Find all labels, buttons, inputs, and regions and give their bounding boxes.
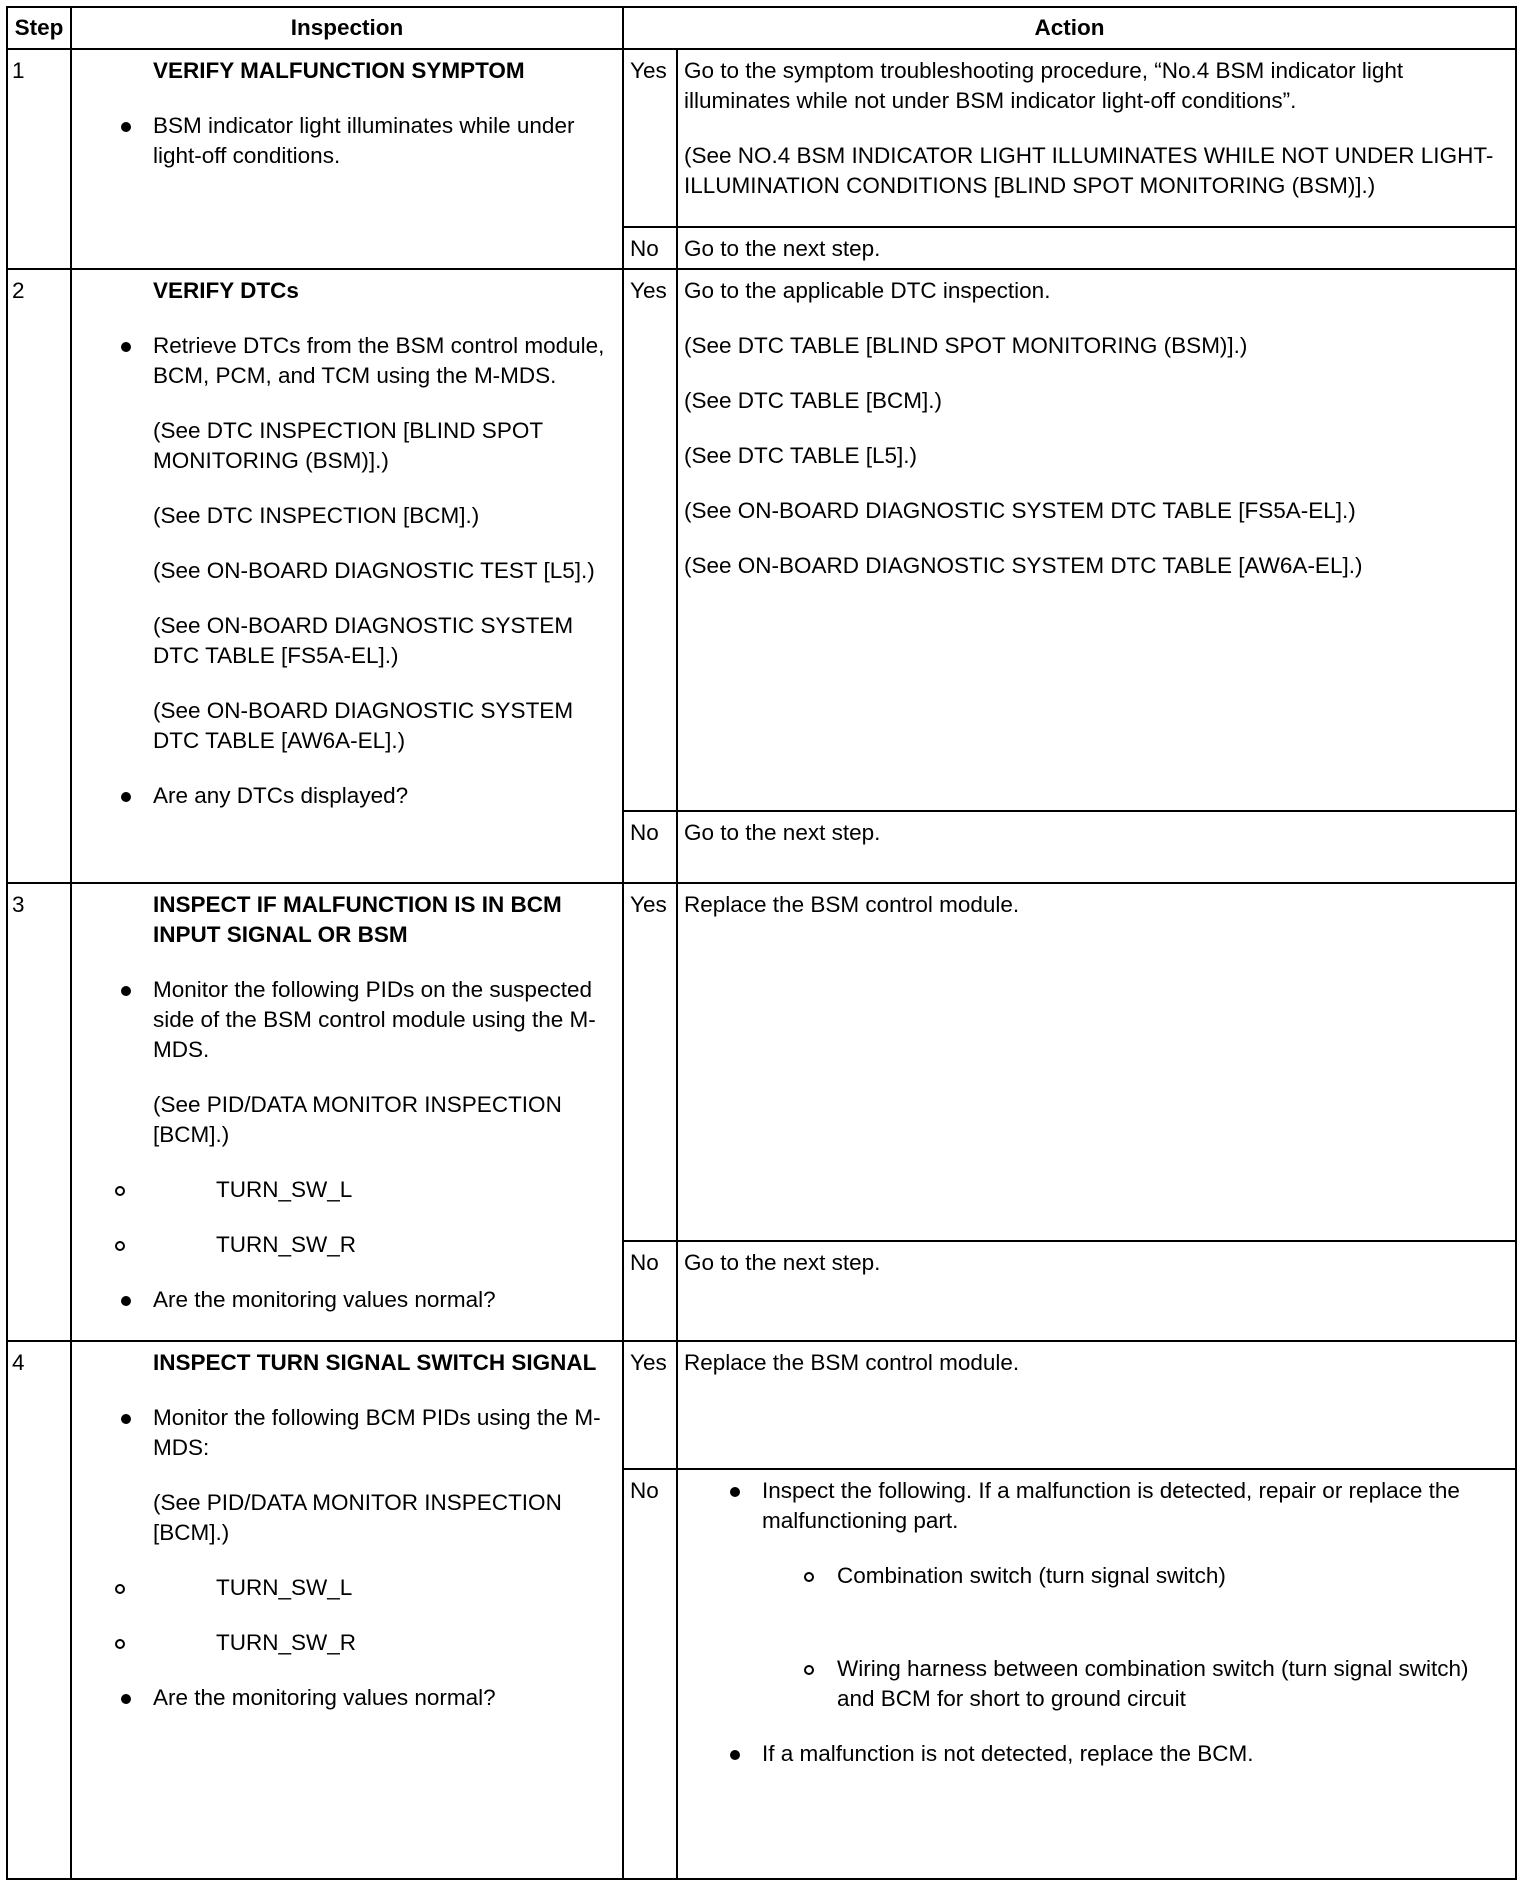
header-inspection: Inspection xyxy=(71,7,623,49)
step-number: 3 xyxy=(7,883,71,1341)
reference-link[interactable]: (See DTC TABLE [BCM].) xyxy=(684,388,942,413)
pid-item: TURN_SW_L xyxy=(72,1573,612,1603)
step-title: VERIFY DTCs xyxy=(153,278,299,303)
step-3-yes-row xyxy=(7,883,1516,1241)
bullet-item: Inspect the following. If a malfunction is detected, repair or replace the malfunctioning part. xyxy=(762,1476,1509,1536)
table-header-row xyxy=(7,7,1516,49)
step-2-yes-row xyxy=(7,269,1516,811)
no-label: No xyxy=(623,227,677,269)
no-label: No xyxy=(623,1469,677,1879)
action-text: Go to the next step. xyxy=(677,811,1516,883)
step-1-yes-row xyxy=(7,49,1516,227)
yes-label: Yes xyxy=(623,883,677,1241)
action-text: Replace the BSM control module. xyxy=(677,883,1516,1241)
pid-item: TURN_SW_R xyxy=(72,1628,612,1658)
no-label: No xyxy=(623,1241,677,1341)
reference-link[interactable]: (See PID/DATA MONITOR INSPECTION [BCM].) xyxy=(153,1490,562,1545)
pid-item: TURN_SW_L xyxy=(72,1175,612,1205)
step-3-inspection xyxy=(71,883,623,1341)
no-label: No xyxy=(623,811,677,883)
yes-label: Yes xyxy=(623,1341,677,1469)
bullet-item: Are any DTCs displayed? xyxy=(153,781,612,811)
reference-link[interactable]: (See ON-BOARD DIAGNOSTIC TEST [L5].) xyxy=(153,558,595,583)
bullet-item: Retrieve DTCs from the BSM control module, BCM, PCM, and TCM using the M-MDS. xyxy=(153,331,612,391)
action-text: Go to the next step. xyxy=(677,1241,1516,1341)
header-action: Action xyxy=(623,7,1516,49)
step-2-yes-action xyxy=(677,269,1516,811)
reference-link[interactable]: (See ON-BOARD DIAGNOSTIC SYSTEM DTC TABLE [AW6A-EL].) xyxy=(684,553,1363,578)
bullet-item: Monitor the following BCM PIDs using the M-MDS: xyxy=(153,1403,612,1463)
bullet-item: Are the monitoring values normal? xyxy=(153,1683,612,1713)
pid-item: TURN_SW_R xyxy=(72,1230,612,1260)
header-step: Step xyxy=(7,7,71,49)
reference-link[interactable]: (See DTC INSPECTION [BCM].) xyxy=(153,503,480,528)
bullet-item: Monitor the following PIDs on the suspected side of the BSM control module using the M-MDS. xyxy=(153,975,612,1065)
action-bullet-list xyxy=(684,1476,1509,1769)
reference-link[interactable]: (See DTC TABLE [BLIND SPOT MONITORING (BSM)].) xyxy=(684,333,1248,358)
action-text: Go to the symptom troubleshooting procedure, “No.4 BSM indicator light illuminates while not under BSM indicator light-off conditions”. xyxy=(684,58,1404,113)
action-text: Replace the BSM control module. xyxy=(677,1341,1516,1469)
action-text: Go to the next step. xyxy=(677,227,1516,269)
yes-label: Yes xyxy=(623,269,677,811)
inspect-item: Wiring harness between combination switch (turn signal switch) and BCM for short to ground circuit xyxy=(762,1654,1509,1714)
step-number: 2 xyxy=(7,269,71,883)
reference-link[interactable]: (See DTC TABLE [L5].) xyxy=(684,443,917,468)
reference-link[interactable]: (See DTC INSPECTION [BLIND SPOT MONITORING (BSM)].) xyxy=(153,418,543,473)
troubleshooting-table xyxy=(6,6,1517,1880)
troubleshooting-table-page xyxy=(6,6,1515,1880)
action-reference: (See NO.4 BSM INDICATOR LIGHT ILLUMINATES WHILE NOT UNDER LIGHT-ILLUMINATION CONDITIONS [BLIND SPOT MONITORING (BSM)].) xyxy=(684,143,1494,198)
reference-link[interactable]: (See ON-BOARD DIAGNOSTIC SYSTEM DTC TABLE [AW6A-EL].) xyxy=(153,698,574,753)
bullet-item: Are the monitoring values normal? xyxy=(153,1285,612,1315)
step-1-yes-action xyxy=(677,49,1516,227)
reference-link[interactable]: (See ON-BOARD DIAGNOSTIC SYSTEM DTC TABLE [FS5A-EL].) xyxy=(684,498,1356,523)
reference-link[interactable]: (See ON-BOARD DIAGNOSTIC SYSTEM DTC TABLE [FS5A-EL].) xyxy=(153,613,574,668)
step-2-inspection xyxy=(71,269,623,883)
step-4-inspection xyxy=(71,1341,623,1879)
step-number: 1 xyxy=(7,49,71,269)
step-title: INSPECT TURN SIGNAL SWITCH SIGNAL xyxy=(153,1350,597,1375)
action-text: Go to the applicable DTC inspection. xyxy=(684,278,1051,303)
step-title: INSPECT IF MALFUNCTION IS IN BCM INPUT SIGNAL OR BSM xyxy=(153,892,562,947)
inspect-item: Combination switch (turn signal switch) xyxy=(762,1561,1509,1591)
bullet-item: BSM indicator light illuminates while under light-off conditions. xyxy=(153,111,612,171)
step-1-inspection xyxy=(71,49,623,269)
yes-label: Yes xyxy=(623,49,677,227)
step-4-no-action xyxy=(677,1469,1516,1879)
reference-link[interactable]: (See PID/DATA MONITOR INSPECTION [BCM].) xyxy=(153,1092,562,1147)
bullet-item: If a malfunction is not detected, replace the BCM. xyxy=(762,1739,1509,1769)
step-number: 4 xyxy=(7,1341,71,1879)
step-4-yes-row xyxy=(7,1341,1516,1469)
step-title: VERIFY MALFUNCTION SYMPTOM xyxy=(153,58,525,83)
